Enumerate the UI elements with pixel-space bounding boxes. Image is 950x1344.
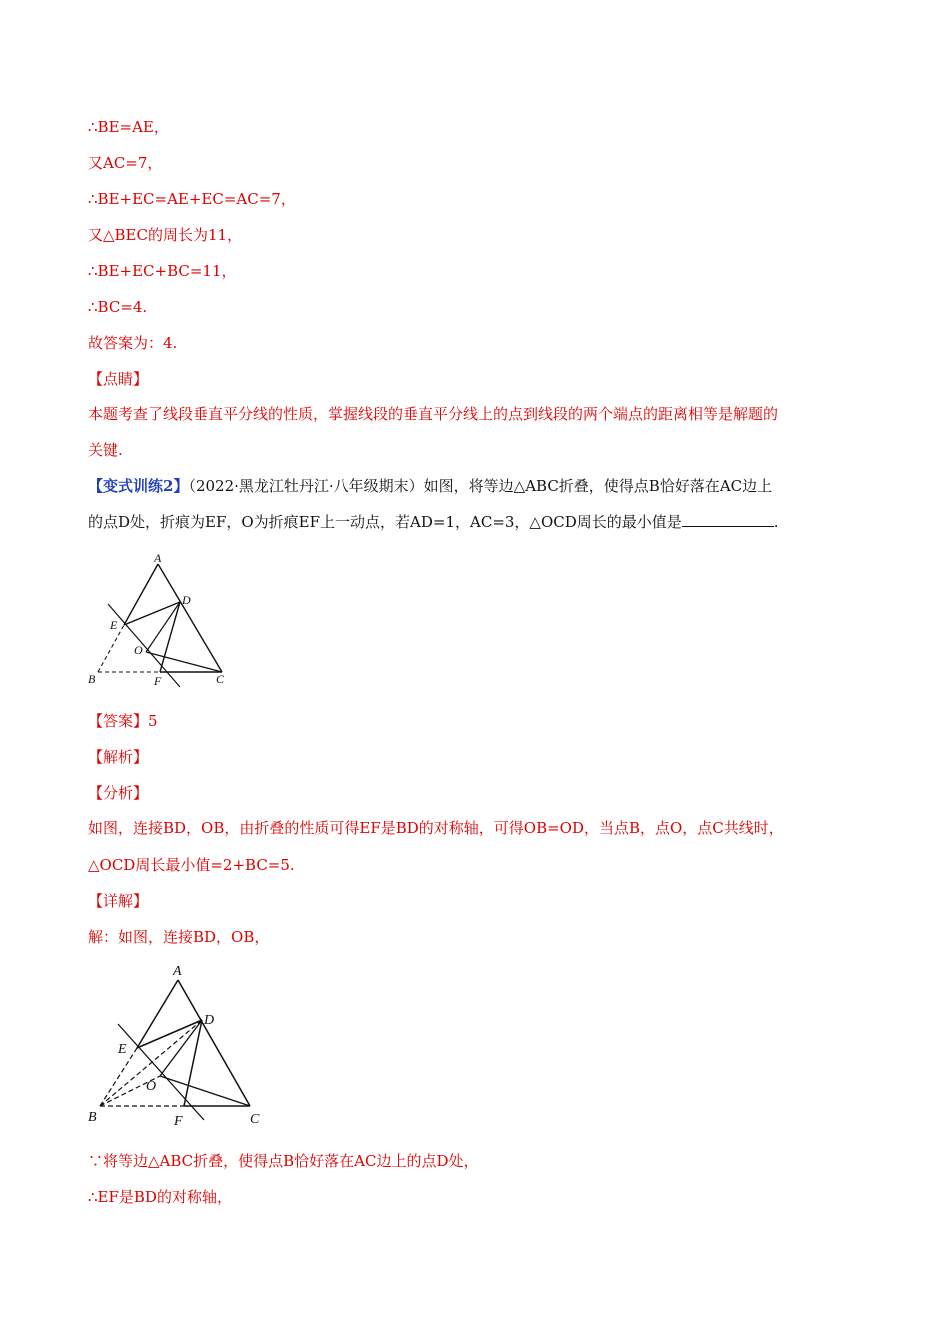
label-O: O <box>134 643 143 657</box>
tail-line-1: ∵将等边△ABC折叠，使得点B恰好落在AC边上的点D处， <box>88 1152 479 1170</box>
jiexi-heading: 【解析】 <box>88 748 149 766</box>
side-AC <box>158 564 222 672</box>
label-B: B <box>88 1110 97 1125</box>
label-C: C <box>250 1112 260 1127</box>
solution-line-1: ∴BE=AE， <box>88 118 169 136</box>
fenxi-heading: 【分析】 <box>88 784 149 802</box>
tail-line-2: ∴EF是BD的对称轴， <box>88 1188 232 1206</box>
side-AC <box>178 980 250 1106</box>
solution-line-2: 又AC=7， <box>88 154 163 172</box>
dianjing-text-line-1: 本题考查了线段垂直平分线的性质，掌握线段的垂直平分线上的点到线段的两个端点的距离相等是解题的 <box>88 405 779 423</box>
label-A: A <box>154 552 162 565</box>
label-A: A <box>173 964 182 979</box>
dianjing-heading: 【点睛】 <box>88 370 149 388</box>
problem-text-1: （2022·黑龙江牡丹江·八年级期末）如图，将等边△ABC折叠，使得点B恰好落在AC边上 <box>188 477 773 495</box>
xiangjie-line-1: 解：如图，连接BD，OB， <box>88 928 270 946</box>
solution-line-6: ∴BC=4. <box>88 298 148 316</box>
side-AE <box>124 564 158 625</box>
problem-line-1 <box>88 476 772 496</box>
label-E: E <box>110 618 118 632</box>
answer-label: 【答案】5 <box>88 712 158 730</box>
solution-line-4: 又△BEC的周长为11， <box>88 226 243 244</box>
segment-OC <box>160 1076 250 1106</box>
dianjing-text-line-2: 关键. <box>88 441 123 459</box>
problem-text-2: 的点D处，折痕为EF，O为折痕EF上一动点，若AD=1，AC=3，△OCD周长的最小值是 <box>88 513 682 531</box>
segment-DF <box>160 602 180 672</box>
fenxi-line-1: 如图，连接BD，OB，由折叠的性质可得EF是BD的对称轴，可得OB=OD，当点B，点O，点C共线时， <box>88 819 784 837</box>
label-F: F <box>154 674 162 688</box>
label-F: F <box>174 1114 183 1129</box>
final-answer-line: 故答案为：4. <box>88 334 178 352</box>
problem-end-period: . <box>773 513 779 531</box>
variant-training-tag: 【变式训练2】 <box>88 477 189 495</box>
label-O: O <box>146 1079 157 1094</box>
xiangjie-heading: 【详解】 <box>88 892 149 910</box>
segment-OC <box>146 652 222 672</box>
side-AE <box>137 980 178 1048</box>
label-D: D <box>204 1013 215 1028</box>
label-D: D <box>182 593 191 607</box>
label-E: E <box>118 1042 127 1057</box>
figure-2-triangle <box>86 960 271 1130</box>
figure-1-triangle <box>88 552 238 692</box>
solution-line-3: ∴BE+EC=AE+EC=AC=7， <box>88 190 296 208</box>
answer-blank[interactable] <box>682 512 774 527</box>
label-C: C <box>216 672 225 686</box>
problem-line-2 <box>88 512 779 532</box>
solution-line-5: ∴BE+EC+BC=11， <box>88 262 237 280</box>
label-B: B <box>88 672 96 686</box>
fenxi-line-2: △OCD周长最小值=2+BC=5. <box>88 856 295 874</box>
